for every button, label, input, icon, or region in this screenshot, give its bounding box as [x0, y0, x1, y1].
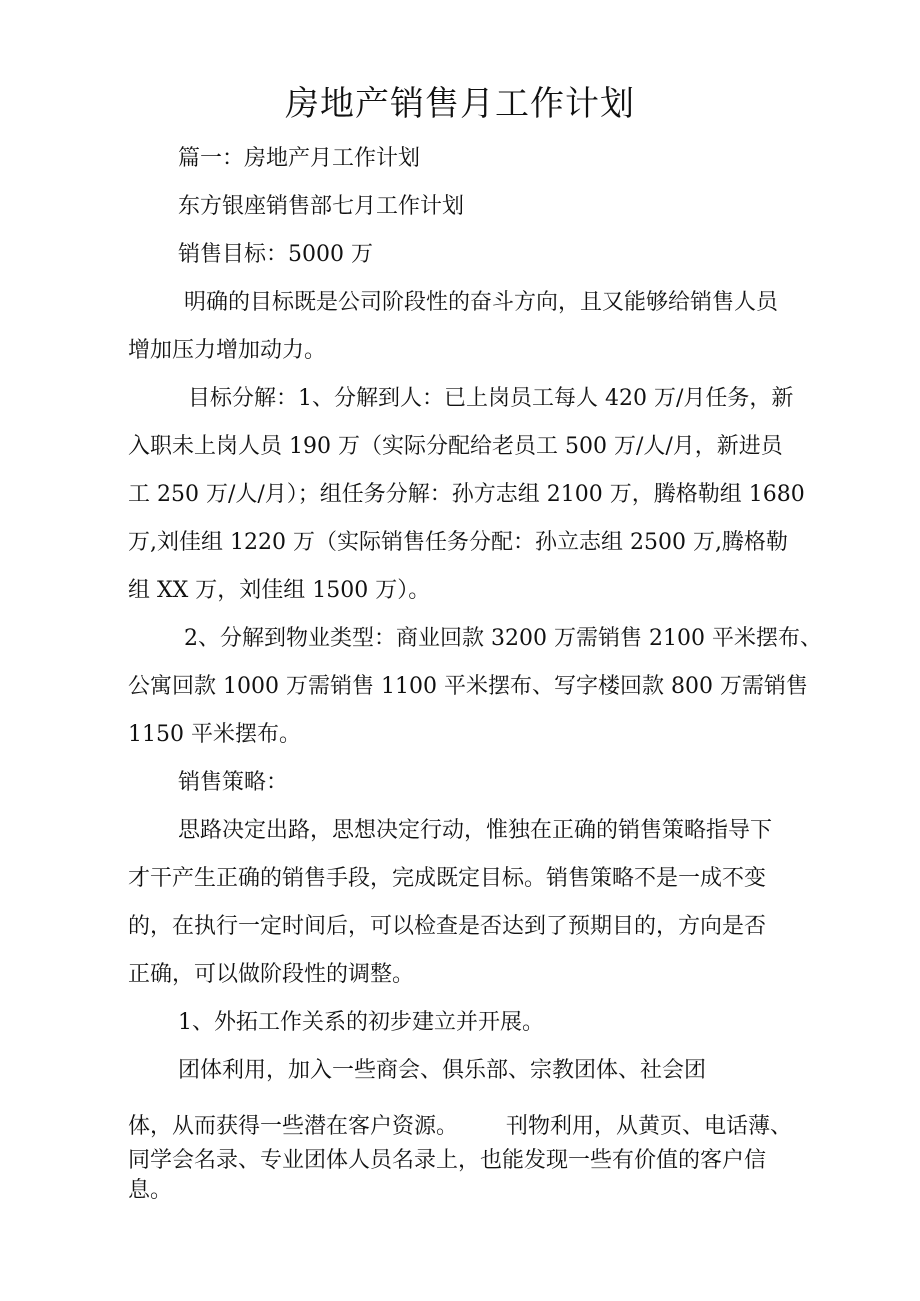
paragraph-line-11: 2、分解到物业类型：商业回款 3200 万需销售 2100 平米摆布、 — [184, 626, 822, 651]
paragraph-line-1: 篇一：房地产月工作计划 — [178, 146, 421, 171]
paragraph-line-22: 同学会名录、专业团体人员名录上，也能发现一些有价值的客户信 — [128, 1148, 767, 1173]
paragraph-line-13: 1150 平米摆布。 — [128, 722, 301, 747]
paragraph-line-21-part-a: 体，从而获得一些潜在客户资源。 — [128, 1114, 459, 1139]
paragraph-line-9: 万,刘佳组 1220 万（实际销售任务分配：孙立志组 2500 万,腾格勒 — [128, 530, 788, 555]
paragraph-line-18: 正确，可以做阶段性的调整。 — [128, 962, 415, 987]
document-title: 房地产销售月工作计划 — [285, 84, 635, 124]
paragraph-line-4: 明确的目标既是公司阶段性的奋斗方向，且又能够给销售人员 — [184, 290, 779, 315]
paragraph-line-16: 才干产生正确的销售手段，完成既定目标。销售策略不是一成不变 — [128, 866, 767, 891]
paragraph-line-12: 公寓回款 1000 万需销售 1100 平米摆布、写字楼回款 800 万需销售 — [128, 674, 808, 699]
paragraph-line-2: 东方银座销售部七月工作计划 — [178, 194, 465, 219]
paragraph-line-3: 销售目标：5000 万 — [178, 242, 373, 267]
paragraph-line-23: 息。 — [128, 1178, 173, 1203]
paragraph-line-19: 1、外拓工作关系的初步建立并开展。 — [178, 1010, 544, 1035]
paragraph-line-8: 工 250 万/人/月）；组任务分解：孙方志组 2100 万，腾格勒组 1680 — [128, 482, 805, 507]
paragraph-line-17: 的，在执行一定时间后，可以检查是否达到了预期目的，方向是否 — [128, 914, 767, 939]
paragraph-line-5: 增加压力增加动力。 — [128, 338, 327, 363]
paragraph-line-20: 团体利用，加入一些商会、俱乐部、宗教团体、社会团 — [178, 1058, 707, 1083]
paragraph-line-14: 销售策略： — [178, 770, 289, 795]
paragraph-line-7: 入职未上岗人员 190 万（实际分配给老员工 500 万/人/月，新进员 — [128, 434, 783, 459]
paragraph-line-6: 目标分解：1、分解到人：已上岗员工每人 420 万/月任务，新 — [188, 386, 794, 411]
paragraph-line-21 — [128, 1112, 792, 1142]
paragraph-line-10: 组 XX 万，刘佳组 1500 万）。 — [128, 578, 431, 603]
paragraph-line-15: 思路决定出路，思想决定行动，惟独在正确的销售策略指导下 — [178, 818, 773, 843]
paragraph-line-21-part-b: 刊物利用，从黄页、电话薄、 — [506, 1114, 793, 1139]
